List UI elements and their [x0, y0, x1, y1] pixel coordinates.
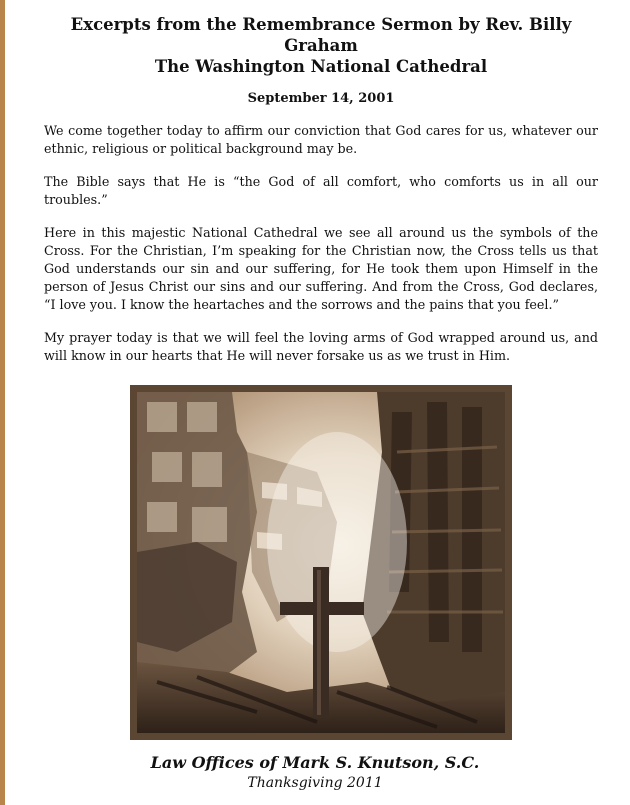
sermon-excerpt — [44, 14, 598, 365]
paragraph-2: The Bible says that He is “the God of all comfort, who comforts us in all our troubles.” — [44, 174, 598, 207]
occasion-label: Thanksgiving 2011 — [247, 775, 383, 791]
ground-zero-cross-photo — [137, 392, 505, 733]
paragraph-3: Here in this majestic National Cathedral we see all around us the symbols of the Cross. For the Christian, I’m speaking for the Christian now, the Cross tells us that God understands our sin and our suffering, for He took them upon Himself in the person of Jesus Christ our sins and our suffering. And from the Cross, God declares, “I love you. I know the heartaches and the sorrows and the pains that you feel.” — [44, 225, 598, 312]
sermon-date: September 14, 2001 — [247, 91, 395, 106]
paragraph-1: We come together today to affirm our conviction that God cares for us, whatever our ethnic, religious or political background may be. — [44, 123, 598, 156]
paragraph-4: My prayer today is that we will feel the loving arms of God wrapped around us, and will know in our hearts that He will never forsake us as we trust in Him. — [44, 330, 598, 363]
title-line-2: The Washington National Cathedral — [154, 57, 488, 76]
left-margin-rule — [0, 0, 5, 805]
footer — [0, 752, 630, 792]
photo-frame — [130, 385, 512, 740]
title-line-1: Excerpts from the Remembrance Sermon by Rev. Billy Graham — [70, 15, 572, 55]
law-firm-name: Law Offices of Mark S. Knutson, S.C. — [150, 753, 480, 772]
